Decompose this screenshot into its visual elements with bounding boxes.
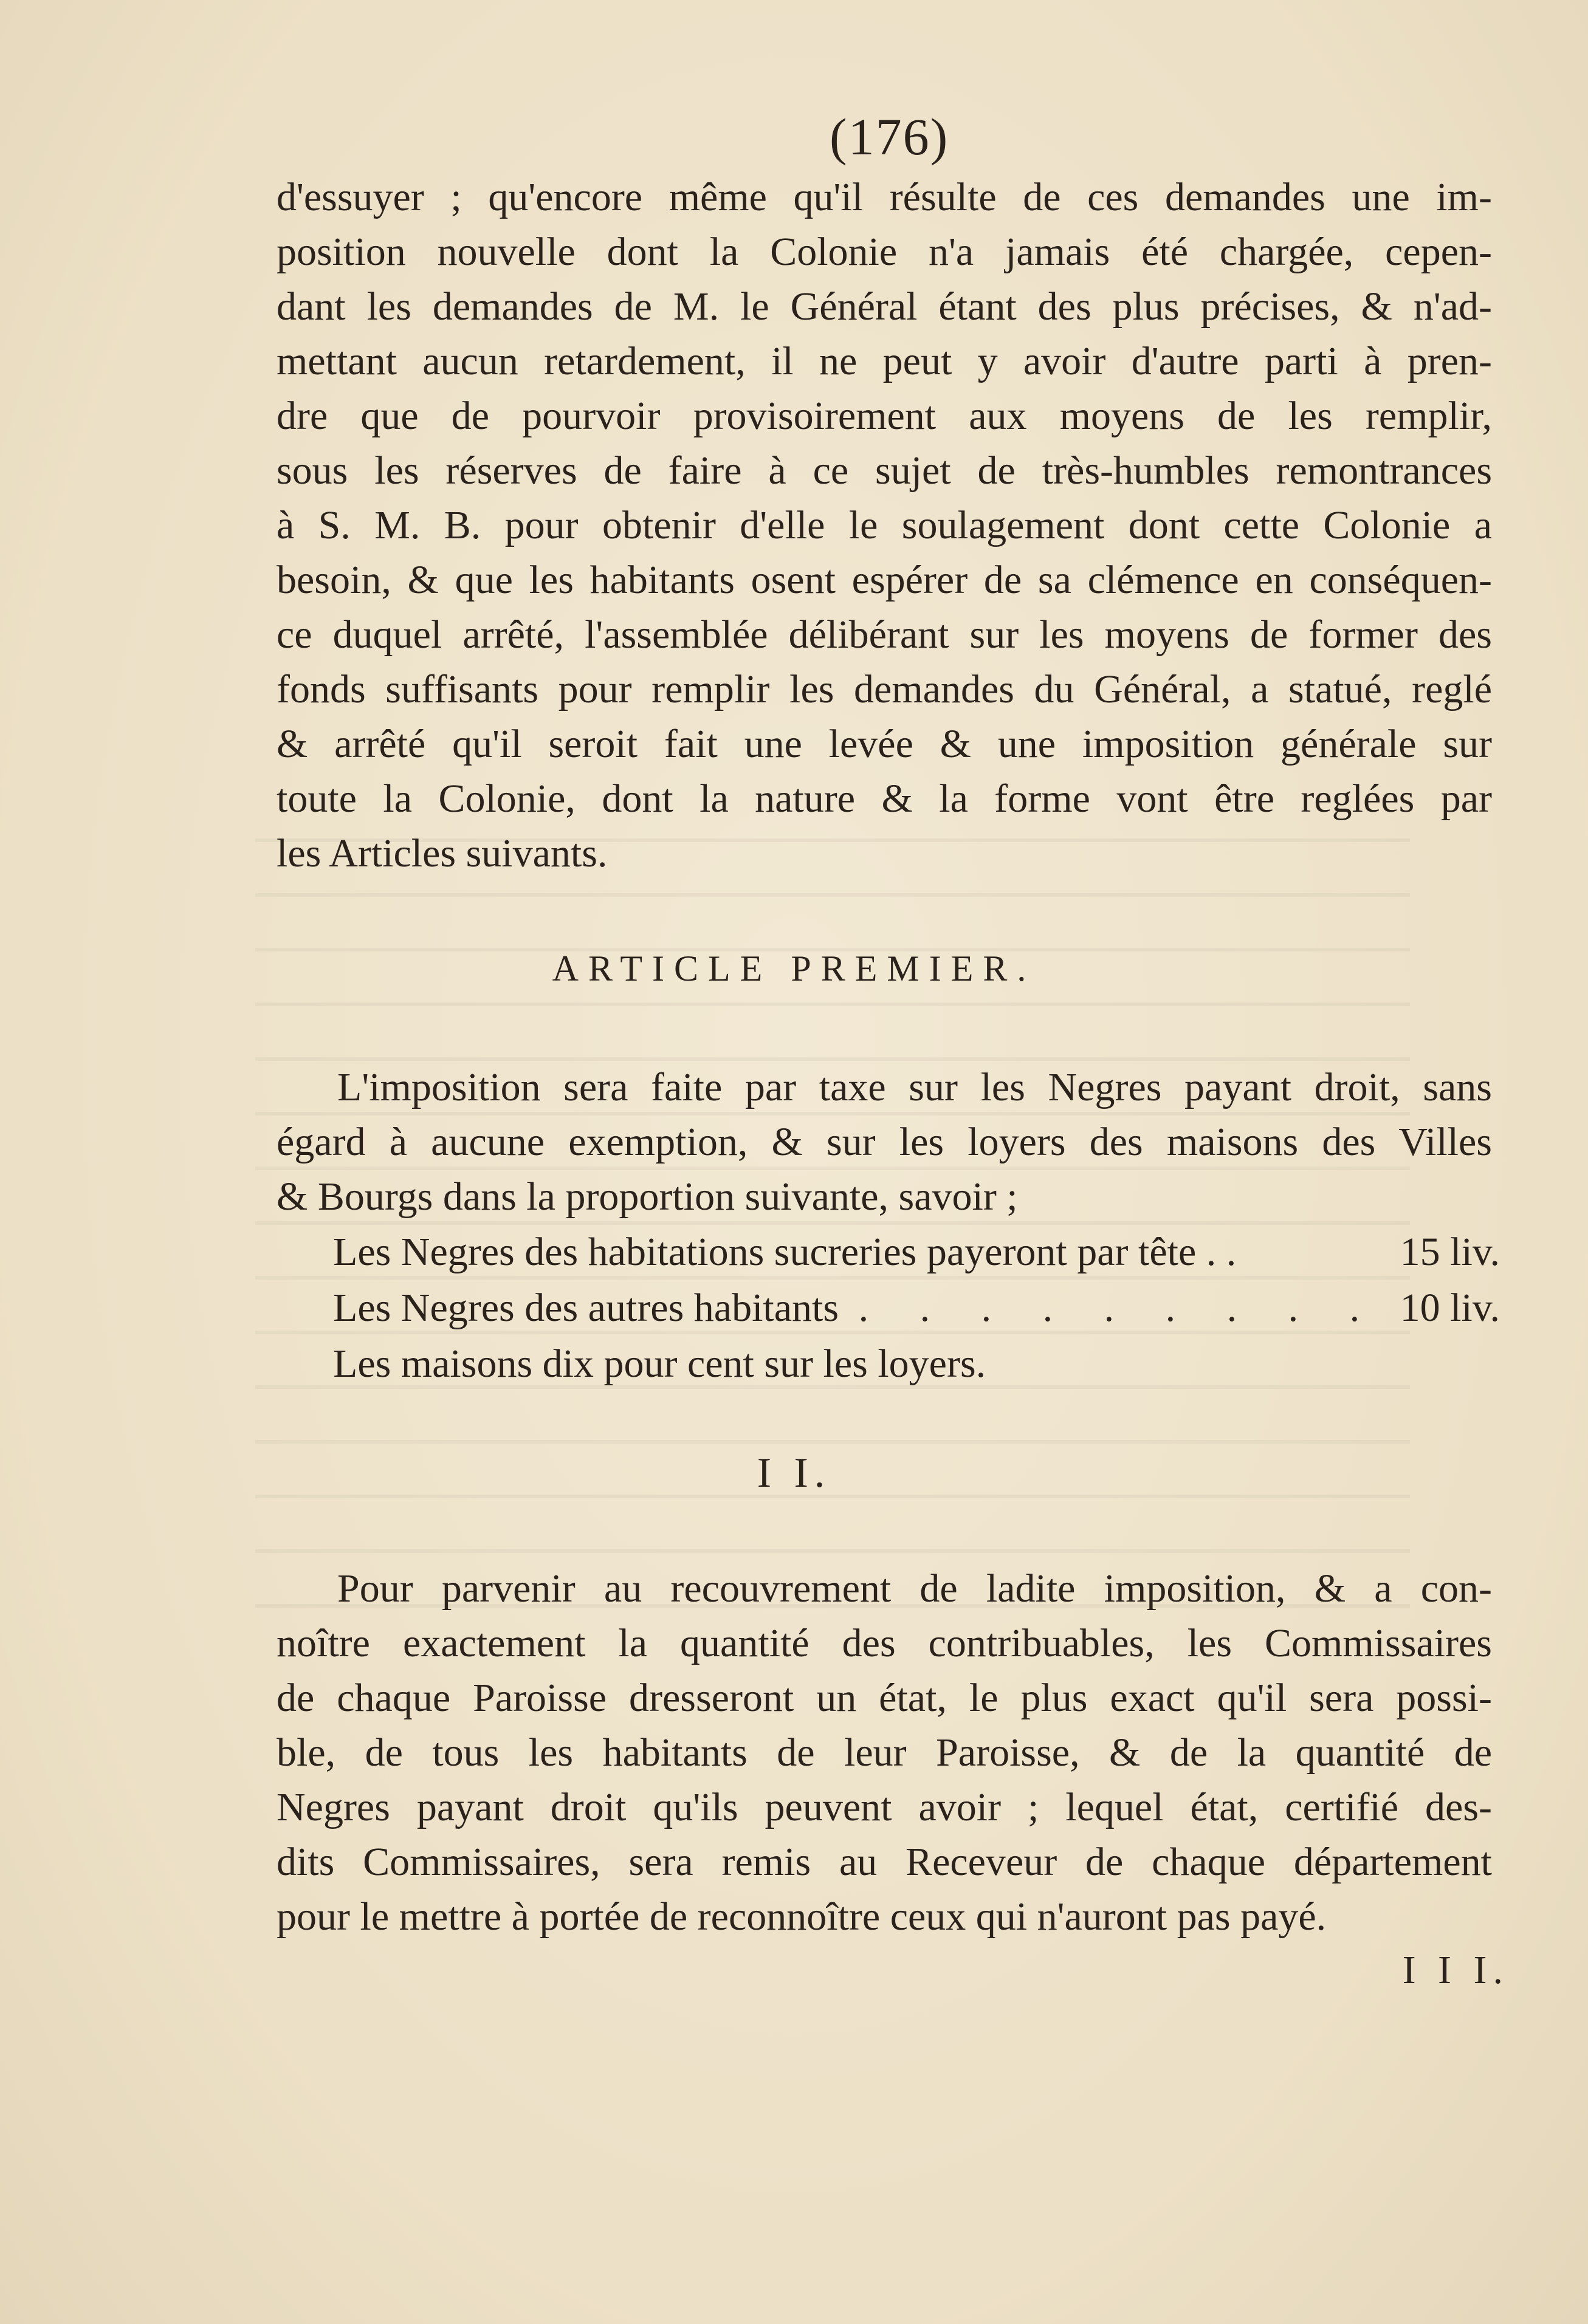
tax-row-sucreries xyxy=(333,1224,1500,1280)
text-line: dits Commissaires, sera remis au Receveur de chaque département xyxy=(277,1840,1492,1884)
tax-amount: 10 liv. xyxy=(1400,1286,1500,1330)
text-line: toute la Colonie, dont la nature & la forme vont être reglées par xyxy=(277,776,1492,821)
text-line: & Bourgs dans la proportion suivante, savoir ; xyxy=(277,1174,1018,1219)
tax-amount: 15 liv. xyxy=(1400,1230,1500,1274)
text-line: ce duquel arrêté, l'assemblée délibérant sur les moyens de former des xyxy=(277,612,1492,657)
text-line: de chaque Paroisse dresseront un état, le plus exact qu'il sera possi- xyxy=(277,1676,1492,1720)
text-line: pour le mettre à portée de reconnoître ceux qui n'auront pas payé. xyxy=(277,1894,1327,1939)
text-line: à S. M. B. pour obtenir d'elle le soulagement dont cette Colonie a xyxy=(277,503,1492,547)
tax-row-autres-habitants xyxy=(333,1280,1500,1336)
text-line: Pour parvenir au recouvrement de ladite imposition, & a con- xyxy=(337,1566,1492,1611)
article-ii-text xyxy=(277,1561,1492,1944)
text-line: sous les réserves de faire à ce sujet de très-humbles remontrances xyxy=(277,448,1492,493)
tax-rate-list xyxy=(333,1224,1500,1392)
text-line: égard à aucune exemption, & sur les loyers des maisons des Villes xyxy=(277,1120,1492,1164)
text-line: besoin, & que les habitants osent espérer de sa clémence en conséquen- xyxy=(277,558,1492,602)
tax-label: Les maisons dix pour cent sur les loyers. xyxy=(333,1342,986,1386)
text-line: noître exactement la quantité des contribuables, les Commissaires xyxy=(277,1621,1492,1665)
text-line: d'essuyer ; qu'encore même qu'il résulte de ces demandes une im- xyxy=(277,175,1492,219)
article-ii-heading: I I. xyxy=(757,1450,831,1496)
paragraph-preamble xyxy=(277,170,1492,881)
page-number: (176) xyxy=(830,108,949,166)
text-line: dre que de pourvoir provisoirement aux moyens de les remplir, xyxy=(277,394,1492,438)
text-line: L'imposition sera faite par taxe sur les Negres payant droit, sans xyxy=(337,1065,1492,1109)
text-line: ble, de tous les habitants de leur Paroisse, & de la quantité de xyxy=(277,1730,1492,1775)
tax-label: Les Negres des autres habitants xyxy=(333,1286,839,1330)
text-line: mettant aucun retardement, il ne peut y avoir d'autre parti à pren- xyxy=(277,339,1492,383)
tax-row-maisons xyxy=(333,1336,1500,1392)
text-line: dant les demandes de M. le Général étant des plus précises, & n'ad- xyxy=(277,284,1492,329)
text-line: position nouvelle dont la Colonie n'a jamais été chargée, cepen- xyxy=(277,230,1492,274)
tax-label: Les Negres des habitations sucreries payeront par tête . . xyxy=(333,1230,1237,1274)
catchword: I I I. xyxy=(1402,1948,1509,1992)
article-premier-heading: ARTICLE PREMIER. xyxy=(552,948,1036,989)
text-line: Negres payant droit qu'ils peuvent avoir ; lequel état, certifié des- xyxy=(277,1785,1492,1829)
leader-dots: . . . . . . . . . xyxy=(858,1286,1381,1330)
text-line: les Articles suivants. xyxy=(277,831,608,876)
text-line: fonds suffisants pour remplir les demandes du Général, a statué, reglé xyxy=(277,667,1492,711)
text-line: & arrêté qu'il seroit fait une levée & une imposition générale sur xyxy=(277,722,1492,766)
article-premier-text xyxy=(277,1060,1492,1224)
